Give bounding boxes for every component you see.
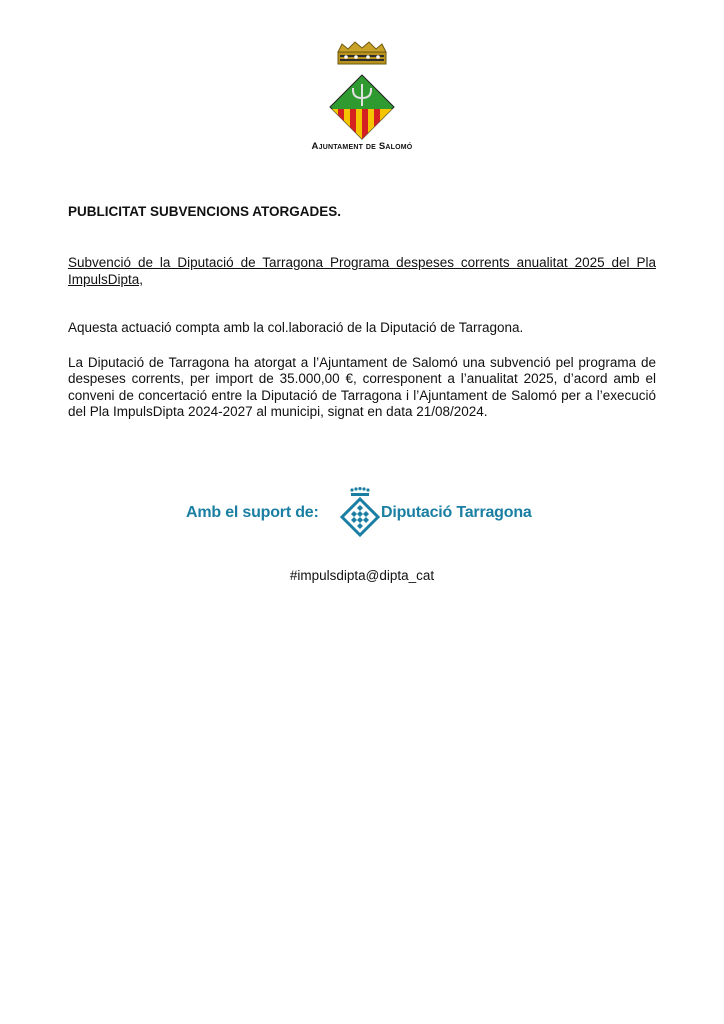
collaboration-paragraph: Aquesta actuació compta amb la col.laboració de la Diputació de Tarragona. [68, 320, 524, 335]
subtitle-text: Subvenció de la Diputació de Tarragona Programa despeses corrents anualitat 2025 del Pla ImpulsDipta, [68, 255, 656, 287]
document-title: PUBLICITAT SUBVENCIONS ATORGADES. [68, 204, 342, 219]
municipality-name: Ajuntament de Salomó [311, 141, 413, 152]
diputacio-tarragona-logo-icon [340, 487, 380, 537]
hashtag: #impulsdipta@dipta_cat [289, 568, 435, 583]
grant-details-paragraph: La Diputació de Tarragona ha atorgat a l’Ajuntament de Salomó una subvenció pel programa de despeses corrents, per import de 35.000,00 €, corresponent a l’anualitat 2025, d’acord amb el conveni de concertació entre la Diputació de Tarragona i l’Ajuntament de Salomó per a l’execució del Pla ImpulsDipta 2024-2027 al municipi, signat en data 21/08/2024. [68, 355, 656, 419]
salomo-coat-of-arms-icon [322, 40, 402, 140]
support-label: Amb el suport de: [186, 504, 319, 521]
support-banner [186, 487, 546, 537]
document-subtitle [68, 254, 656, 288]
support-brand: Diputació Tarragona [381, 504, 532, 521]
